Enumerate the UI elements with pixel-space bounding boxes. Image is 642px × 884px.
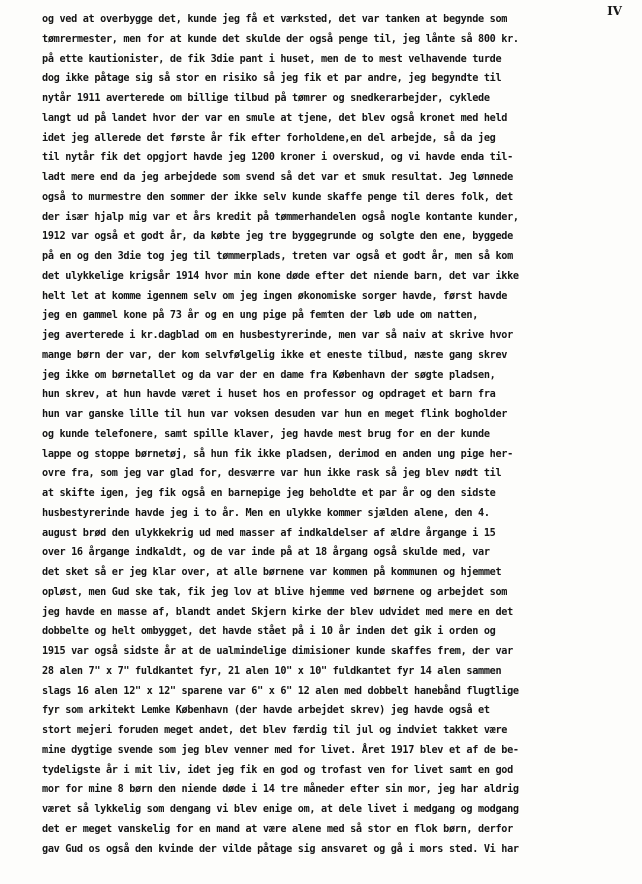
text-line: tydeligste år i mit liv, idet jeg fik en god og trofast ven for livet samt en god [42,764,513,776]
text-line: og ved at overbygge det, kunde jeg få et værksted, det var tanken at begynde som [42,14,508,25]
text-line: 1915 var også sidste år at de ualmindelige dimisioner kunde skaffes frem, der var [42,646,513,657]
text-line: langt ud på landet hvor der var en smule at tjene, det blev også kronet med held [42,112,508,124]
text-line: dobbelte og helt ombygget, det havde stået på i 10 år inden det gik i orden og [42,626,496,638]
text-line: jeg averterede i kr.dagblad om en husbestyrerinde, men var så naiv at skrive hvor [42,330,513,341]
text-line: hun skrev, at hun havde været i huset hos en professor og opdraget et barn fra [42,389,496,401]
text-line: ovre fra, som jeg var glad for, desværre var hun ikke rask så jeg blev nødt til [42,468,502,480]
text-line: lappe og stoppe børnetøj, så hun fik ikke pladsen, derimod en anden ung pige her- [42,448,513,460]
text-line: der især hjalp mig var et års kredit på tømmerhandelen også nogle kontante kunder, [42,211,519,223]
text-line: 28 alen 7" x 7" fuldkantet fyr, 21 alen 10" x 10" fuldkantet fyr 14 alen sammen [42,665,502,677]
text-line: august brød den ulykkekrig ud med masser af indkaldelser af ældre årgange i 15 [42,527,496,539]
text-line: mine dygtige svende som jeg blev venner med for livet. Året 1917 blev et af de be- [42,744,519,756]
text-line: til nytår fik det opgjort havde jeg 1200 kroner i overskud, og vi havde enda til- [42,152,513,164]
text-line: mor for mine 8 børn den niende døde i 14 tre måneder efter sin mor, jeg har aldrig [42,784,519,796]
text-line: 1912 var også et godt år, da købte jeg tre byggegrunde og solgte den ene, byggede [42,231,513,243]
text-line: idet jeg allerede det første år fik efter forholdene,en del arbejde, så da jeg [42,132,496,144]
text-line: at skifte igen, jeg fik også en barnepige jeg beholdte et par år og den sidste [42,488,496,499]
text-line: stort mejeri foruden meget andet, det blev færdig til jul og indviet takket være [42,725,508,736]
text-line: været så lykkelig som dengang vi blev enige om, at dele livet i medgang og modgang [42,804,519,815]
text-line: jeg havde en masse af, blandt andet Skjern kirke der blev udvidet med mere en det [42,606,513,618]
text-line: det er meget vanskelig for en mand at være alene med så stor en flok børn, derfor [42,823,513,835]
text-line: opløst, men Gud ske tak, fik jeg lov at blive hjemme ved børnene og arbejdet som [42,586,508,598]
text-line: mange børn der var, der kom selvfølgelig ikke et eneste tilbud, næste gang skrev [42,349,508,361]
page-number: IV [607,4,622,18]
text-line: og kunde telefonere, samt spille klaver, jeg havde mest brug for en der kunde [42,428,490,440]
text-line: også to murmestre den sommer der ikke selv kunde skaffe penge til deres folk, det [42,191,513,203]
text-line: fyr som arkitekt Lemke København (der havde arbejdet skrev) jeg havde også et [42,705,490,717]
text-line: det ulykkelige krigsår 1914 hvor min kone døde efter det niende barn, det var ikke [42,270,519,282]
text-line: over 16 årgange indkaldt, og de var inde på at 18 årgang også skulde med, var [42,547,490,559]
text-line: husbestyrerinde havde jeg i to år. Men en ulykke kommer sjælden alene, den 4. [42,507,490,519]
text-line: jeg ikke om børnetallet og da var der en dame fra København der søgte pladsen, [42,369,496,381]
text-line: på ette kautionister, de fik 3die pant i huset, men de to mest velhavende turde [42,53,502,65]
text-line: hun var ganske lille til hun var voksen desuden var hun en meget flink bogholder [42,409,508,420]
text-line: helt let at komme igennem selv om jeg ingen økonomiske sorger havde, først havde [42,290,508,302]
text-line: tømrermester, men for at kunde det skulde der også penge til, jeg lånte så 800 kr. [42,33,519,45]
text-line: nytår 1911 averterede om billige tilbud på tømrer og snedkerarbejder, cyklede [42,93,490,104]
text-line: slags 16 alen 12" x 12" sparene var 6" x 6" 12 alen med dobbelt hanebånd flugtlige [42,685,519,697]
text-line: jeg en gammel kone på 73 år og en ung pige på femten der løb ude om natten, [42,310,479,322]
text-line: det sket så er jeg klar over, at alle børnene var kommen på kommunen og hjemmet [42,567,502,578]
text-line: dog ikke påtage sig så stor en risiko så jeg fik et par andre, jeg begyndte til [42,73,502,85]
typewritten-body-text [42,10,628,859]
text-line: på en og den 3die tog jeg til tømmerplads, treten var også et godt år, men så kom [42,251,513,262]
text-line: ladt mere end da jeg arbejdede som svend så det var et smuk resultat. Jeg lønnede [42,172,513,183]
text-line: gav Gud os også den kvinde der vilde påtage sig ansvaret og gå i mors sted. Vi har [42,843,519,855]
